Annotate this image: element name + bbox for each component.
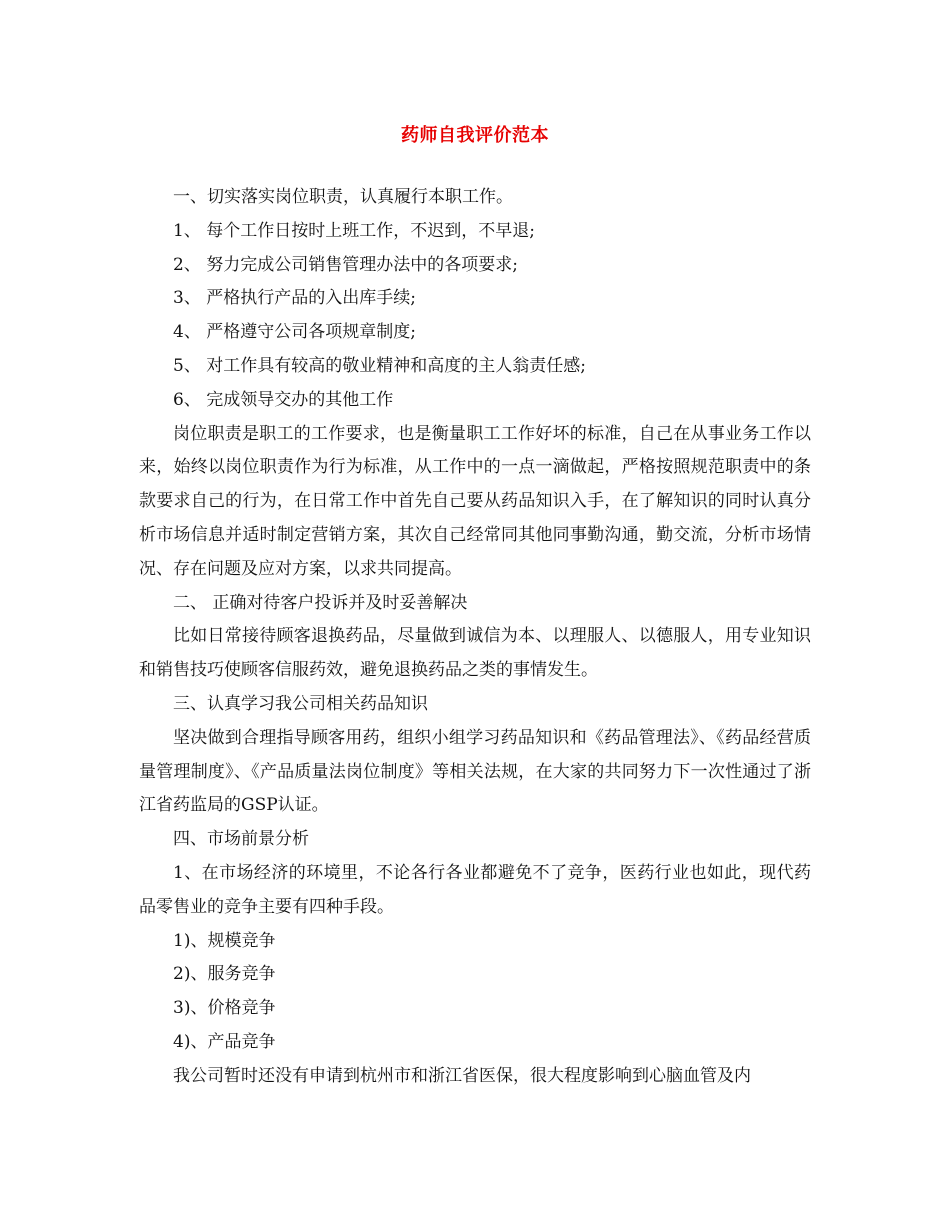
list-item: 4)、产品竞争 [173,1031,276,1052]
section-heading-2: 二、 正确对待客户投诉并及时妥善解决 [173,592,468,613]
list-item: 1)、规模竞争 [173,930,276,951]
body-paragraph: 1、在市场经济的环境里，不论各行各业都避免不了竞争，医药行业也如此，现代药品零售业的竞争主要有四种手段。 [139,862,811,917]
list-item: 3、 严格执行产品的入出库手续; [173,288,416,309]
section-heading-4: 四、市场前景分析 [173,829,309,850]
section-heading-3: 三、认真学习我公司相关药品知识 [173,693,428,714]
list-item: 6、 完成领导交办的其他工作 [173,389,394,410]
body-paragraph: 坚决做到合理指导顾客用药，组织小组学习药品知识和《药品管理法》、《药品经营质量管理制度》、《产品质量法岗位制度》等相关法规，在大家的共同努力下一次性通过了浙江省药监局的GSP认证。 [139,727,811,816]
document-title: 药师自我评价范本 [401,125,549,146]
section-heading-1: 一、切实落实岗位职责，认真履行本职工作。 [173,187,513,207]
list-item: 2)、服务竞争 [173,964,276,985]
document-body [139,181,811,1094]
list-item: 1、 每个工作日按时上班工作，不迟到，不早退; [173,220,535,241]
list-item: 3)、价格竞争 [173,998,276,1019]
body-paragraph: 比如日常接待顾客退换药品，尽量做到诚信为本、以理服人、以德服人，用专业知识和销售技巧使顾客信服药效，避免退换药品之类的事情发生。 [139,626,811,681]
list-item: 4、 严格遵守公司各项规章制度; [173,322,416,343]
list-item: 2、 努力完成公司销售管理办法中的各项要求; [173,254,518,275]
body-paragraph: 岗位职责是职工的工作要求，也是衡量职工工作好坏的标准，自己在从事业务工作以来，始终以岗位职责作为行为标准，从工作中的一点一滴做起，严格按照规范职责中的条款要求自己的行为，在日常工作中首先自己要从药品知识入手，在了解知识的同时认真分析市场信息并适时制定营销方案，其次自己经常同其他同事勤沟通，勤交流，分析市场情况、存在问题及应对方案，以求共同提高。 [139,423,811,579]
list-item: 5、 对工作具有较高的敬业精神和高度的主人翁责任感; [173,355,586,376]
body-paragraph: 我公司暂时还没有申请到杭州市和浙江省医保，很大程度影响到心脑血管及内 [173,1065,751,1086]
